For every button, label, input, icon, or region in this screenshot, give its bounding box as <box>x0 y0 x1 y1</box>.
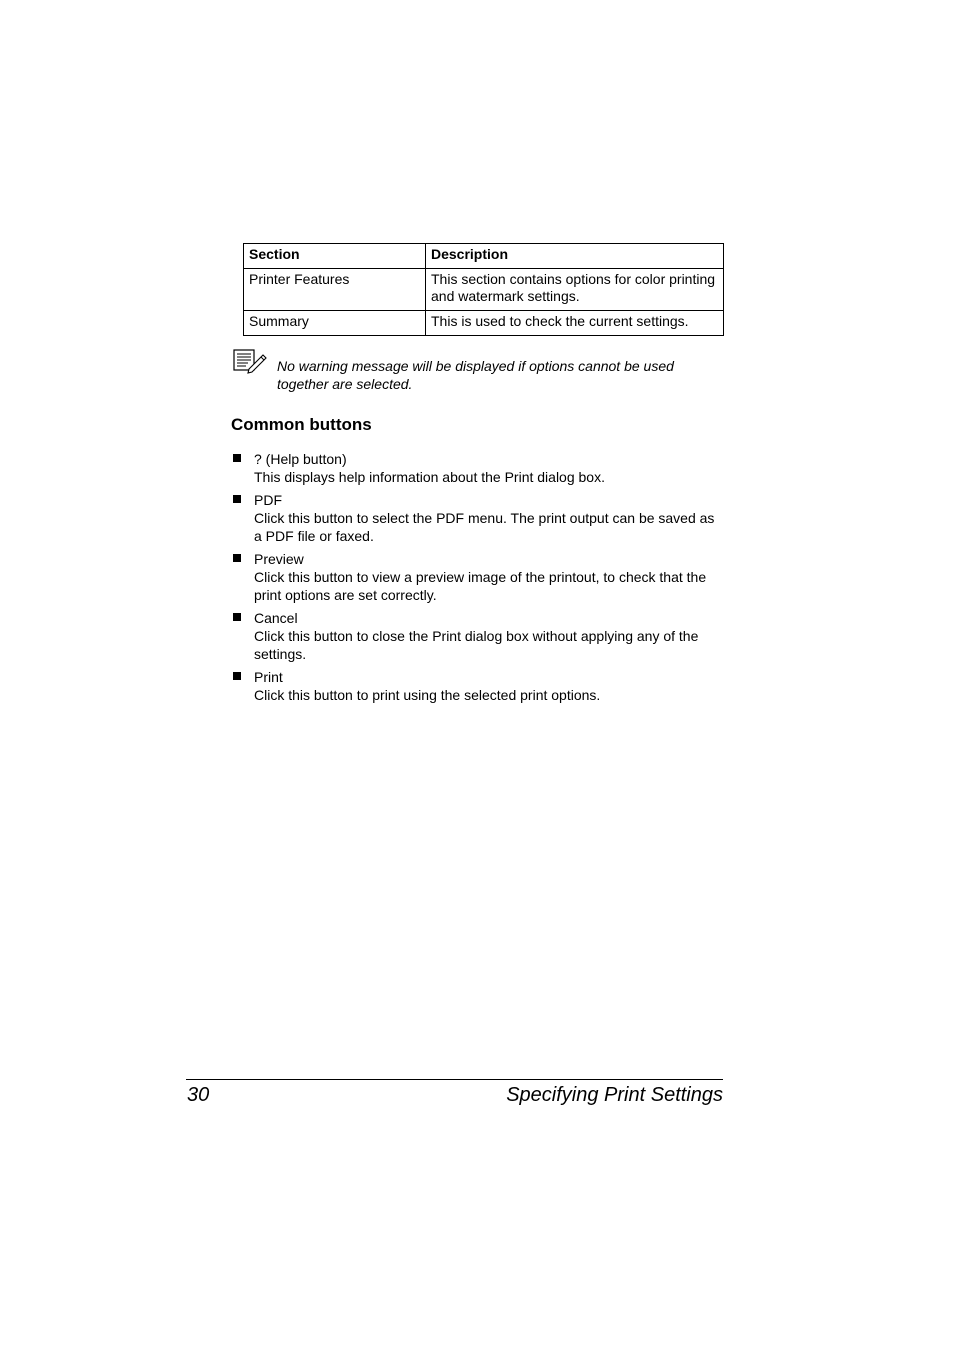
table-header-row <box>244 244 724 269</box>
table-cell-section: Printer Features <box>244 269 426 311</box>
list-item-description: This displays help information about the Print dialog box. <box>254 469 605 485</box>
list-item-description: Click this button to select the PDF menu. The print output can be saved as a PDF file or faxed. <box>254 510 715 544</box>
list-item-description: Click this button to view a preview image of the printout, to check that the print options are set correctly. <box>254 569 707 603</box>
list-item <box>232 609 724 663</box>
list-item <box>232 491 724 545</box>
footer-chapter-title: Specifying Print Settings <box>506 1084 723 1106</box>
table-cell-description: This is used to check the current settings. <box>426 311 724 336</box>
common-buttons-heading: Common buttons <box>231 415 372 434</box>
list-item-title: Print <box>254 669 283 685</box>
list-item <box>232 550 724 604</box>
list-item <box>232 668 724 704</box>
page-number: 30 <box>187 1084 210 1106</box>
table-row <box>244 311 724 336</box>
section-description-table <box>243 243 724 336</box>
list-item-description: Click this button to print using the selected print options. <box>254 687 601 703</box>
table-header-section: Section <box>244 244 426 269</box>
footer-divider <box>186 1079 723 1080</box>
square-bullet-icon <box>233 495 241 503</box>
table-row <box>244 269 724 311</box>
list-item-description: Click this button to close the Print dialog box without applying any of the settings. <box>254 628 699 662</box>
square-bullet-icon <box>233 554 241 562</box>
table-header-description: Description <box>426 244 724 269</box>
table-cell-description: This section contains options for color printing and watermark settings. <box>426 269 724 311</box>
table-cell-section: Summary <box>244 311 426 336</box>
square-bullet-icon <box>233 672 241 680</box>
common-buttons-list <box>232 450 724 709</box>
note-text: No warning message will be displayed if options cannot be used together are selected. <box>277 358 674 392</box>
list-item-title: ? (Help button) <box>254 451 347 467</box>
section-description-table-wrapper <box>243 243 723 336</box>
square-bullet-icon <box>233 613 241 621</box>
list-item <box>232 450 724 486</box>
list-item-title: Preview <box>254 551 304 567</box>
list-item-title: Cancel <box>254 610 298 626</box>
note-pencil-icon <box>232 348 268 374</box>
square-bullet-icon <box>233 454 241 462</box>
list-item-title: PDF <box>254 492 282 508</box>
